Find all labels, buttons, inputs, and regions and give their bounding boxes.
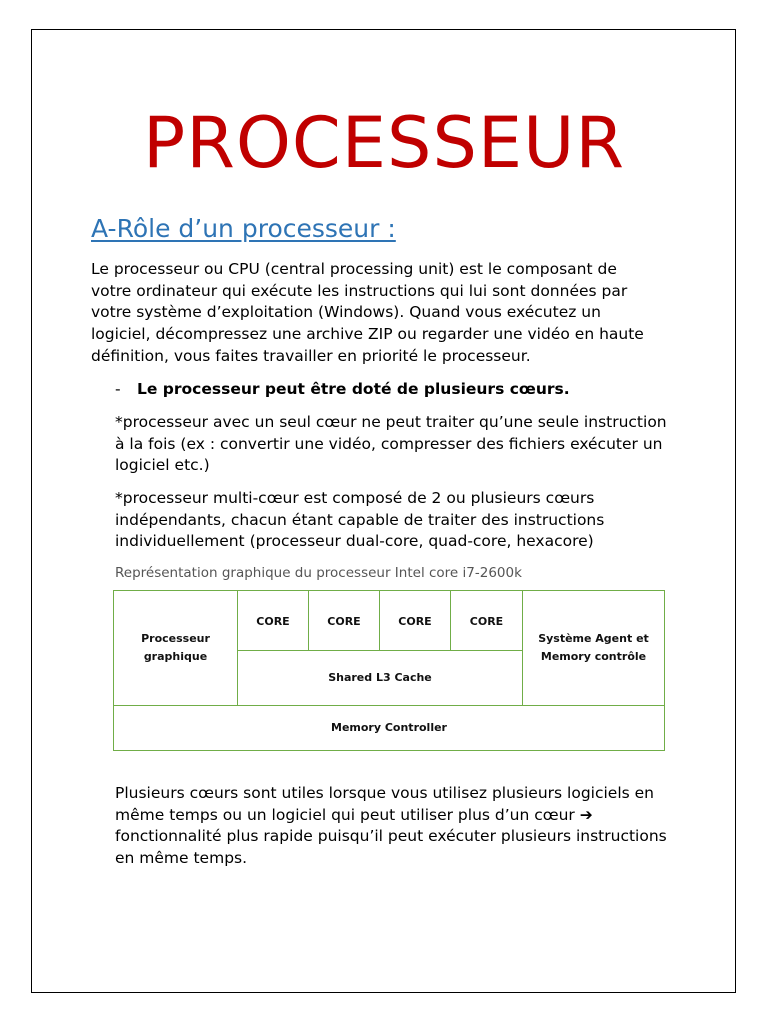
system-agent-label: Système Agent et Memory contrôle xyxy=(538,632,649,663)
core-block-3 xyxy=(379,590,451,651)
bullet-marker: - xyxy=(115,380,121,398)
l3-cache-block xyxy=(237,650,523,706)
multi-core-paragraph: *processeur multi-cœur est composé de 2 ou plusieurs cœurs indépendants, chacun étant capable de traiter des instructions individuellement (processeur dual-core, quad-core, hexacore) xyxy=(115,489,605,551)
core-label: CORE xyxy=(256,615,290,628)
section-heading: A-Rôle d’un processeur : xyxy=(91,214,396,243)
gpu-block xyxy=(113,590,238,706)
core-block-4 xyxy=(450,590,523,651)
gpu-label: Processeur graphique xyxy=(141,632,210,663)
diagram-caption: Représentation graphique du processeur Intel core i7-2600k xyxy=(115,565,522,581)
single-core-paragraph: *processeur avec un seul cœur ne peut traiter qu’une seule instruction à la fois (ex : convertir une vidéo, compresser des fichiers exécuter un logiciel etc.) xyxy=(115,413,667,475)
intro-paragraph: Le processeur ou CPU (central processing unit) est le composant de votre ordinateur qui exécute les instructions qui lui sont données par votre système d’exploitation (Windows). Quand vous exécutez un logiciel, décompressez une archive ZIP ou regarder une vidéo en haute définition, vous faites travailler en priorité le processeur. xyxy=(91,260,644,365)
bullet-item xyxy=(115,378,570,400)
core-label: CORE xyxy=(469,615,504,628)
processor-diagram xyxy=(113,590,665,751)
core-block-2 xyxy=(308,590,380,651)
system-agent-block xyxy=(522,590,665,706)
memory-controller-block xyxy=(113,705,665,751)
bullet-text: Le processeur peut être doté de plusieurs cœurs. xyxy=(137,380,570,398)
page-title: PROCESSEUR xyxy=(142,102,626,184)
core-block-1 xyxy=(237,590,309,651)
memory-controller-label: Memory Controller xyxy=(331,721,447,734)
conclusion-paragraph: Plusieurs cœurs sont utiles lorsque vous utilisez plusieurs logiciels en même temps ou un logiciel qui peut utiliser plus d’un cœur ➔ fonctionnalité plus rapide puisqu’il peut exécuter plusieurs instructions en même temps. xyxy=(115,784,667,868)
core-label: CORE xyxy=(398,615,432,628)
cache-label: Shared L3 Cache xyxy=(328,671,432,684)
core-label: CORE xyxy=(327,615,361,628)
